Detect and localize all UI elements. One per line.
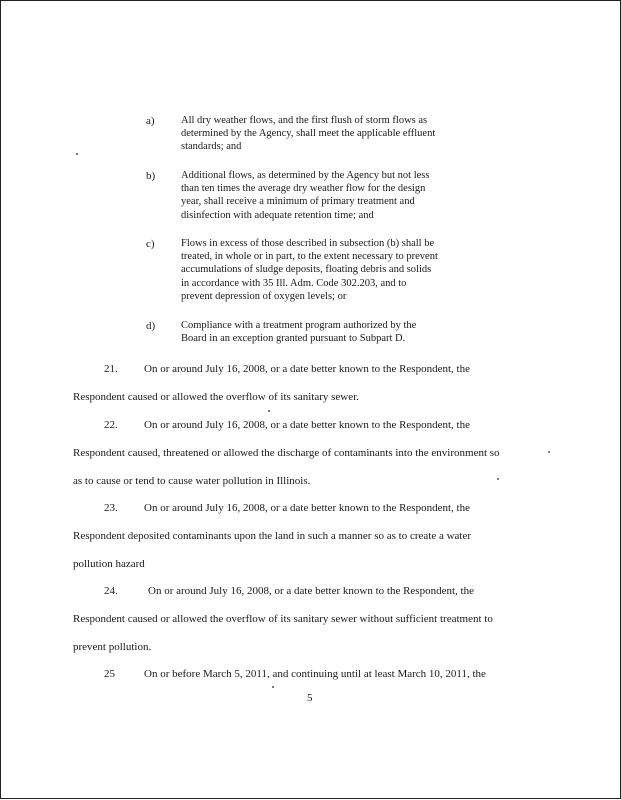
paragraph-number: 24. bbox=[104, 585, 118, 597]
subsection-text: Additional flows, as determined by the Agency but not less than ten times the average dry weather flow for the design year, shall receive a minimum of primary treatment and disinfection with adequate retention time; and bbox=[181, 170, 430, 221]
subsection-label: a) bbox=[146, 115, 155, 127]
paragraph-line: On or around July 16, 2008, or a date better known to the Respondent, the bbox=[144, 502, 470, 514]
paragraph-line: On or around July 16, 2008, or a date better known to the Respondent, the bbox=[144, 363, 470, 375]
subsection-label: c) bbox=[146, 238, 155, 250]
paragraph-line: prevent pollution. bbox=[73, 641, 152, 653]
paragraph-number: 23. bbox=[104, 502, 118, 514]
subsection-text: All dry weather flows, and the first flush of storm flows as determined by the Agency, shall meet the applicable effluent standards; and bbox=[181, 115, 436, 153]
scan-speck bbox=[272, 686, 274, 688]
subsection-label: d) bbox=[146, 320, 156, 332]
paragraph-line: On or before March 5, 2011, and continuing until at least March 10, 2011, the bbox=[144, 668, 486, 680]
paragraph-number: 21. bbox=[104, 363, 118, 375]
paragraph-line: Respondent caused, threatened or allowed the discharge of contaminants into the environment so bbox=[73, 447, 500, 459]
scan-speck bbox=[268, 410, 270, 412]
subsection-label: b) bbox=[146, 170, 156, 182]
paragraph-line: Respondent deposited contaminants upon the land in such a manner so as to create a water bbox=[73, 530, 472, 542]
paragraph-line: pollution hazard bbox=[73, 558, 145, 570]
page-number: 5 bbox=[307, 692, 313, 704]
paragraph-number: 25 bbox=[104, 668, 115, 680]
subsection-text: Flows in excess of those described in subsection (b) shall be treated, in whole or in part, to the extent necessary to prevent accumulations of sludge deposits, floating debris and solids in accordance with 35 Ill. Adm. Code 302.203, and to prevent depression of oxygen levels; or bbox=[181, 238, 438, 302]
paragraph-line: On or around July 16, 2008, or a date better known to the Respondent, the bbox=[148, 585, 474, 597]
scan-speck bbox=[497, 478, 499, 480]
paragraph-line: Respondent caused or allowed the overflow of its sanitary sewer. bbox=[73, 391, 359, 403]
scan-speck bbox=[548, 451, 550, 453]
paragraph-line: On or around July 16, 2008, or a date better known to the Respondent, the bbox=[144, 419, 470, 431]
paragraph-line: as to cause or tend to cause water pollution in Illinois. bbox=[73, 475, 311, 487]
scan-speck bbox=[76, 153, 78, 155]
paragraph-line: Respondent caused or allowed the overflow of its sanitary sewer without sufficient treatment to bbox=[73, 613, 493, 625]
subsection-text: Compliance with a treatment program authorized by the Board in an exception granted pursuant to Subpart D. bbox=[181, 320, 417, 345]
paragraph-number: 22. bbox=[104, 419, 118, 431]
